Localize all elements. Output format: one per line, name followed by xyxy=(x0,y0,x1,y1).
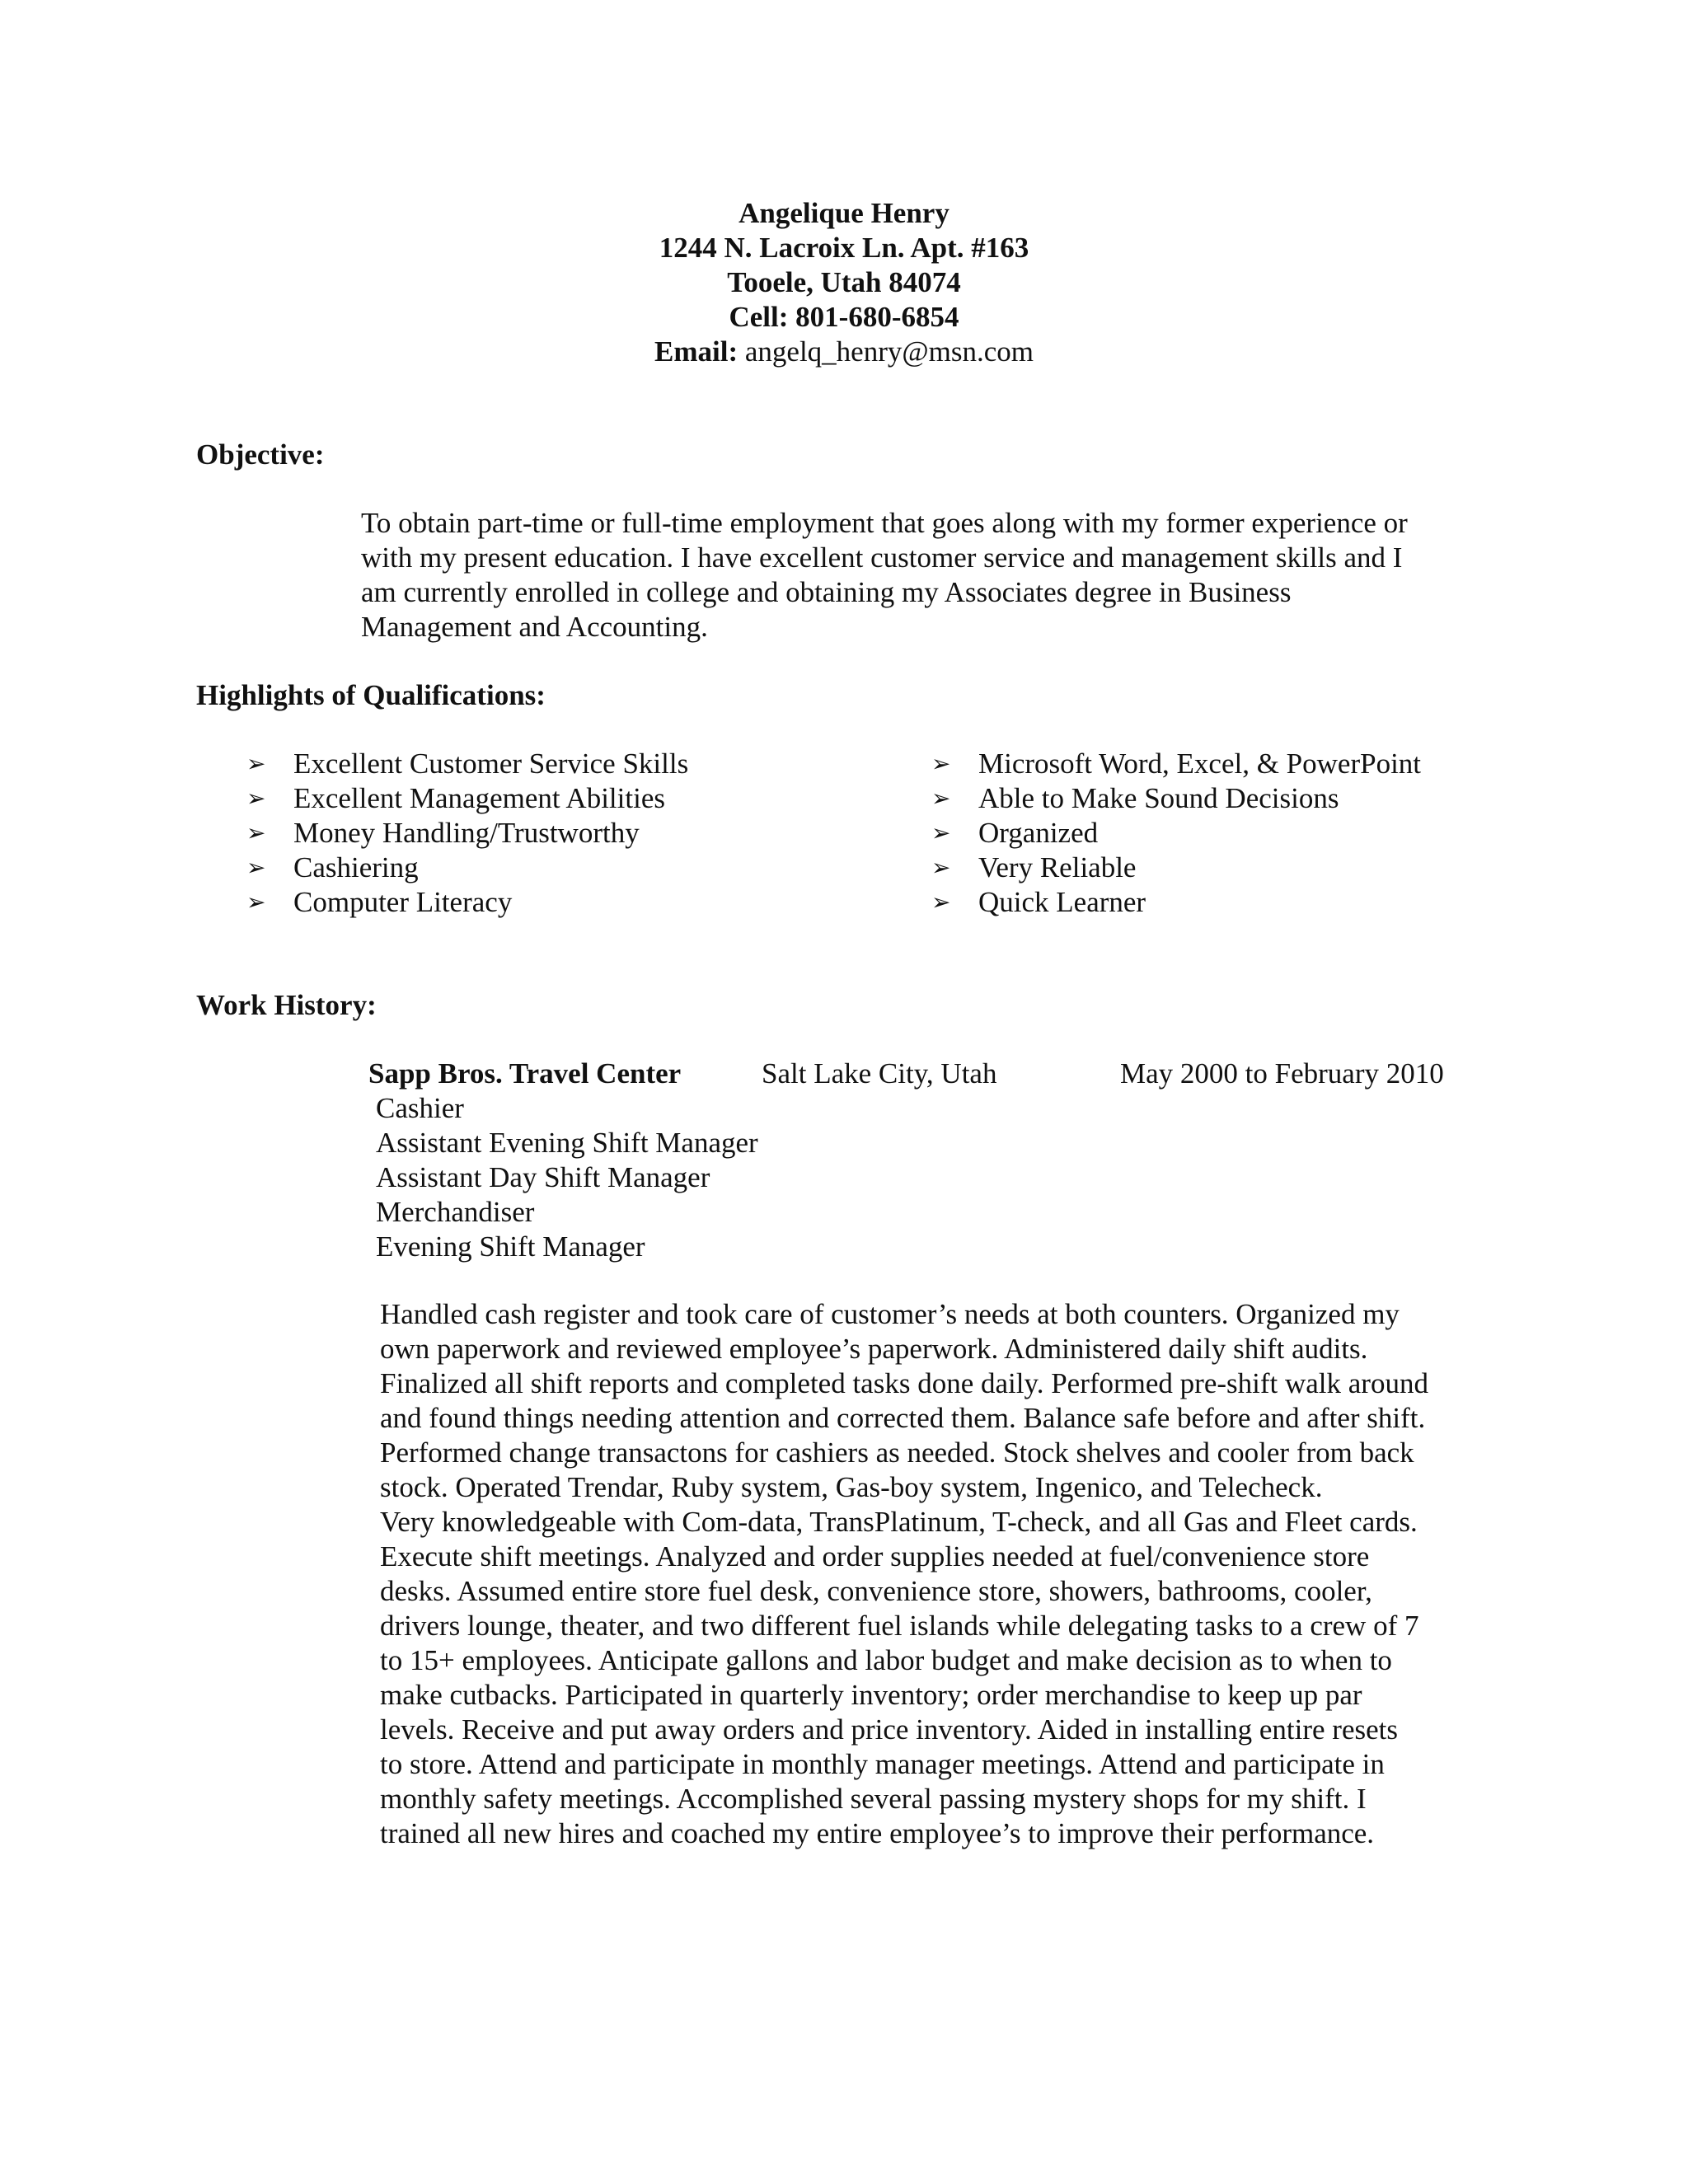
arrow-bullet-icon: ➢ xyxy=(931,888,951,916)
description-line: stock. Operated Trendar, Ruby system, Gas-boy system, Ingenico, and Telecheck. xyxy=(380,1471,1323,1503)
city-state-zip: Tooele, Utah 84074 xyxy=(727,266,961,298)
arrow-bullet-icon: ➢ xyxy=(246,750,266,777)
work-history-heading: Work History: xyxy=(196,989,377,1021)
list-item: ➢ Very Reliable xyxy=(931,851,1137,883)
list-item: ➢ Computer Literacy xyxy=(246,886,513,918)
arrow-bullet-icon: ➢ xyxy=(931,854,951,881)
description-line: trained all new hires and coached my entire employee’s to improve their performance. xyxy=(380,1817,1375,1849)
arrow-bullet-icon: ➢ xyxy=(931,785,951,812)
objective-line: with my present education. I have excellent customer service and management skills and I xyxy=(361,541,1403,574)
arrow-bullet-icon: ➢ xyxy=(931,750,951,777)
objective-text xyxy=(361,506,1408,644)
role-item: Cashier xyxy=(376,1092,464,1124)
arrow-bullet-icon: ➢ xyxy=(246,819,266,846)
objective-line: am currently enrolled in college and obtaining my Associates degree in Business xyxy=(361,576,1292,608)
list-item: ➢ Able to Make Sound Decisions xyxy=(931,782,1339,814)
highlights-heading: Highlights of Qualifications: xyxy=(196,679,546,711)
job-location: Salt Lake City, Utah xyxy=(762,1057,997,1090)
street-address: 1244 N. Lacroix Ln. Apt. #163 xyxy=(659,232,1029,264)
cell-phone: Cell: 801-680-6854 xyxy=(729,301,959,333)
list-item: ➢ Excellent Management Abilities xyxy=(246,782,665,814)
job-dates: May 2000 to February 2010 xyxy=(1120,1057,1444,1090)
arrow-bullet-icon: ➢ xyxy=(246,785,266,812)
description-line: Execute shift meetings. Analyzed and order supplies needed at fuel/convenience store xyxy=(380,1540,1370,1572)
list-item: ➢ Quick Learner xyxy=(931,886,1146,918)
description-line: own paperwork and reviewed employee’s paperwork. Administered daily shift audits. xyxy=(380,1333,1368,1365)
description-line: make cutbacks. Participated in quarterly inventory; order merchandise to keep up par xyxy=(380,1679,1362,1711)
email-label: Email: xyxy=(654,335,738,368)
description-line: Handled cash register and took care of customer’s needs at both counters. Organized my xyxy=(380,1298,1400,1330)
arrow-bullet-icon: ➢ xyxy=(246,854,266,881)
objective-heading: Objective: xyxy=(196,438,325,471)
description-line: Performed change transactons for cashiers as needed. Stock shelves and cooler from back xyxy=(380,1436,1414,1469)
description-line: to 15+ employees. Anticipate gallons and labor budget and make decision as to when to xyxy=(380,1644,1392,1676)
job-roles xyxy=(376,1091,758,1264)
applicant-name: Angelique Henry xyxy=(738,197,950,229)
description-line: and found things needing attention and corrected them. Balance safe before and after shift. xyxy=(380,1402,1426,1434)
role-item: Assistant Evening Shift Manager xyxy=(376,1127,758,1159)
description-line: levels. Receive and put away orders and price inventory. Aided in installing entire resets xyxy=(380,1713,1398,1746)
list-item: ➢ Microsoft Word, Excel, & PowerPoint xyxy=(931,748,1422,780)
objective-line: Management and Accounting. xyxy=(361,611,708,643)
description-line: to store. Attend and participate in monthly manager meetings. Attend and participate in xyxy=(380,1748,1385,1780)
job-description xyxy=(380,1297,1428,1851)
description-line: monthly safety meetings. Accomplished several passing mystery shops for my shift. I xyxy=(380,1783,1367,1815)
role-item: Evening Shift Manager xyxy=(376,1230,645,1263)
description-line: Finalized all shift reports and completed tasks done daily. Performed pre-shift walk around xyxy=(380,1367,1428,1399)
role-item: Assistant Day Shift Manager xyxy=(376,1161,710,1193)
list-item: ➢ Money Handling/Trustworthy xyxy=(246,817,640,849)
email-line xyxy=(0,335,1688,369)
description-line: Very knowledgeable with Com-data, TransPlatinum, T-check, and all Gas and Fleet cards. xyxy=(380,1506,1418,1538)
resume-header xyxy=(0,196,1688,369)
arrow-bullet-icon: ➢ xyxy=(931,819,951,846)
email-address: angelq_henry@msn.com xyxy=(744,335,1034,368)
list-item: ➢ Cashiering xyxy=(246,851,419,883)
highlights-left-list xyxy=(246,747,823,920)
role-item: Merchandiser xyxy=(376,1196,535,1228)
employer-name: Sapp Bros. Travel Center xyxy=(368,1057,682,1090)
objective-line: To obtain part-time or full-time employment that goes along with my former experience or xyxy=(361,507,1408,539)
description-line: desks. Assumed entire store fuel desk, convenience store, showers, bathrooms, cooler, xyxy=(380,1575,1372,1607)
description-line: drivers lounge, theater, and two different fuel islands while delegating tasks to a crew of 7 xyxy=(380,1610,1419,1642)
highlights-right-list xyxy=(931,747,1508,920)
arrow-bullet-icon: ➢ xyxy=(246,888,266,916)
list-item: ➢ Excellent Customer Service Skills xyxy=(246,748,689,780)
list-item: ➢ Organized xyxy=(931,817,1099,849)
